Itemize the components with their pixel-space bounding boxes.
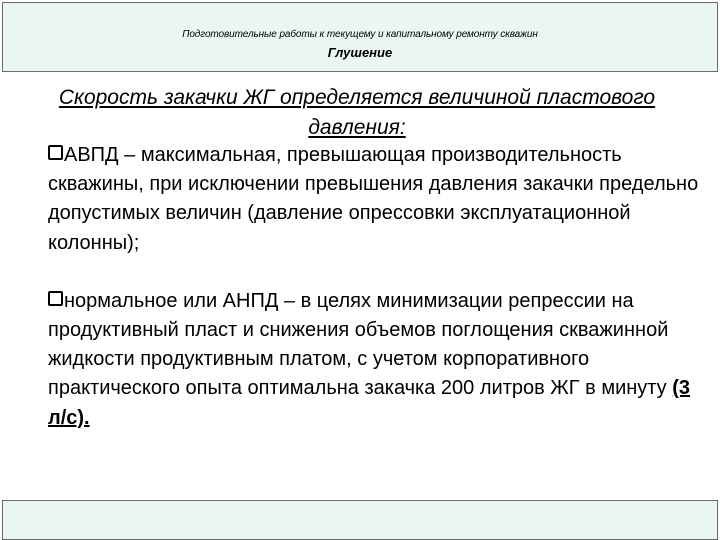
header-title: Глушение xyxy=(327,45,393,60)
content-heading: Скорость закачки ЖГ определяется величиной пластового давления: xyxy=(58,86,656,139)
bullet-text: АВПД – максимальная, превышающая производительность скважины, при исключении превышения давления закачки предельно допустимых величин (давление опрессовки эксплуатационной колонны); xyxy=(48,144,699,254)
rate-emphasis: (3 л/с). xyxy=(48,377,691,429)
header-subtitle: Подготовительные работы к текущему и капитальному ремонту скважин xyxy=(182,29,538,40)
bullet-text: нормальное или АНПД – в целях минимизации репрессии на продуктивный пласт и снижения объемов поглощения скважинной жидкости продуктивным платом, с учетом корпоративного практического опыта оптимальна закачка 200 литров ЖГ в минуту xyxy=(48,289,673,400)
checkbox-bullet-icon xyxy=(48,145,63,160)
slide-content xyxy=(48,83,712,433)
checkbox-bullet-icon xyxy=(48,291,63,306)
bullet-item-anpd xyxy=(48,287,712,433)
bullet-item-avpd xyxy=(48,141,712,258)
header-banner xyxy=(2,2,718,72)
footer-banner xyxy=(2,500,718,540)
